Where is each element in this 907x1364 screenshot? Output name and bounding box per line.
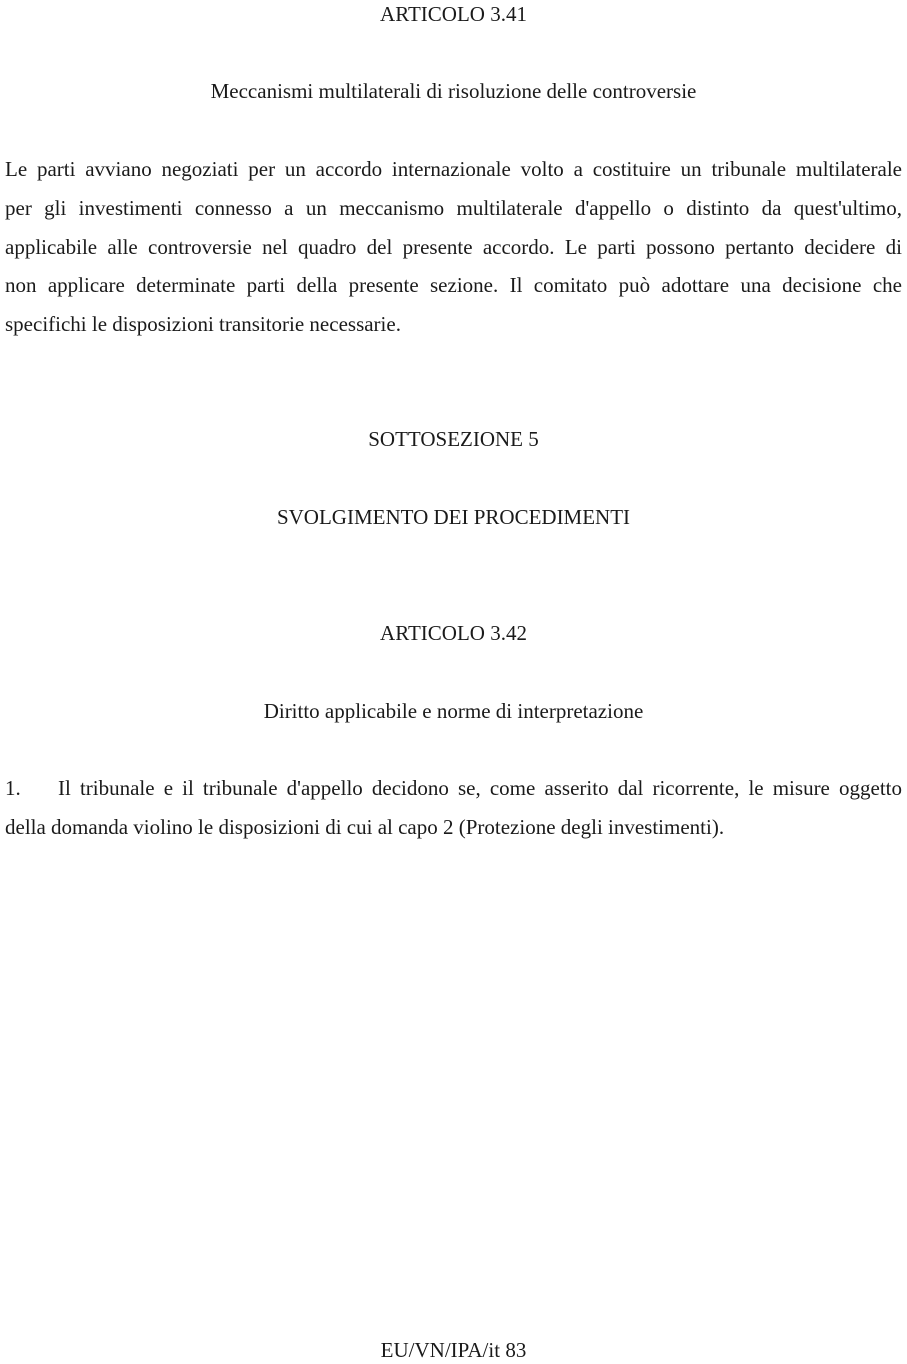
paragraph-number: 1.: [5, 776, 21, 800]
body-line: Le parti avviano negoziati per un accordo internazionale volto a costituire un tribunale multilaterale: [5, 157, 902, 181]
body-line: non applicare determinate parti della presente sezione. Il comitato può adottare una decisione che: [5, 273, 902, 298]
body-line: della domanda violino le disposizioni di cui al capo 2 (Protezione degli investimenti).: [5, 814, 725, 839]
body-line: specifichi le disposizioni transitorie necessarie.: [5, 312, 401, 337]
article-3-42-paragraph-1: [5, 769, 902, 847]
paragraph-text: Il tribunale e il tribunale d'appello decidono se, come asserito dal ricorrente, le misure oggetto: [58, 776, 902, 800]
body-line: [5, 769, 902, 808]
article-3-41-body: [5, 150, 902, 344]
article-3-42-heading: ARTICOLO 3.42: [380, 621, 527, 645]
footer-page-ref: EU/VN/IPA/it 83: [380, 1338, 527, 1362]
article-3-41-heading: ARTICOLO 3.41: [380, 2, 527, 26]
body-line: applicabile alle controversie nel quadro del presente accordo. Le parti possono pertanto decidere di: [5, 234, 902, 259]
subsection-title: SVOLGIMENTO DEI PROCEDIMENTI: [276, 505, 631, 529]
article-3-42-title: Diritto applicabile e norme di interpretazione: [263, 699, 644, 723]
subsection-label: SOTTOSEZIONE 5: [368, 427, 539, 451]
body-line: per gli investimenti connesso a un meccanismo multilaterale d'appello o distinto da quest'ultimo,: [5, 195, 902, 220]
article-3-41-title: Meccanismi multilaterali di risoluzione delle controversie: [210, 79, 697, 103]
